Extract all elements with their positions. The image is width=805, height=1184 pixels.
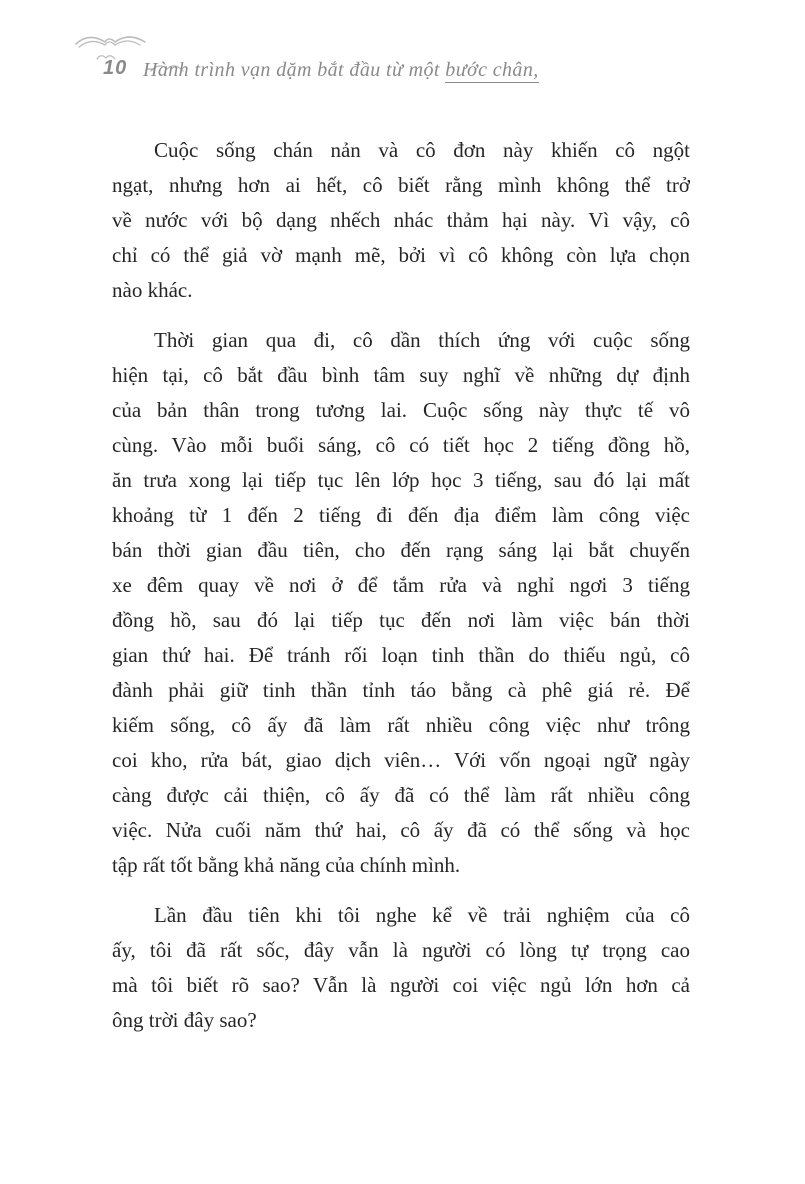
text-line: ngạt, nhưng hơn ai hết, cô biết rằng mình không thể trở [112, 173, 690, 197]
text-line: xe đêm quay về nơi ở để tắm rửa và nghỉ ngơi 3 tiếng [112, 573, 690, 597]
running-title-underlined: bước chân, [445, 59, 539, 81]
text-line: đành phải giữ tinh thần tỉnh táo bằng cà phê giá rẻ. Để [112, 678, 690, 702]
page-number: 10 [103, 57, 128, 79]
text-line: về nước với bộ dạng nhếch nhác thảm hại này. Vì vậy, cô [112, 208, 690, 232]
text-line: của bản thân trong tương lai. Cuộc sống này thực tế vô [112, 398, 690, 422]
page-header [0, 0, 805, 110]
text-line: bán thời gian đầu tiên, cho đến rạng sáng lại bắt chuyến [112, 538, 690, 562]
text-line: kiếm sống, cô ấy đã làm rất nhiều công việc như trông [112, 713, 690, 737]
paragraph [112, 898, 690, 1038]
text-line: ấy, tôi đã rất sốc, đây vẫn là người có lòng tự trọng cao [112, 938, 690, 962]
text-line: Cuộc sống chán nản và cô đơn này khiến cô ngột [154, 138, 690, 162]
text-line: đồng hồ, sau đó lại tiếp tục đến nơi làm việc bán thời [112, 608, 690, 632]
paragraph [112, 323, 690, 883]
text-line: hiện tại, cô bắt đầu bình tâm suy nghĩ về những dự định [112, 363, 690, 387]
paragraph [112, 133, 690, 308]
text-line: càng được cải thiện, cô ấy đã có thể làm rất nhiều công [112, 783, 690, 807]
text-line: chỉ có thể giả vờ mạnh mẽ, bởi vì cô không còn lựa chọn [112, 243, 690, 267]
text-line: việc. Nửa cuối năm thứ hai, cô ấy đã có thể sống và học [112, 818, 690, 842]
text-line: mà tôi biết rõ sao? Vẫn là người coi việc ngủ lớn hơn cả [112, 973, 690, 997]
running-title [143, 57, 539, 83]
text-line: cùng. Vào mỗi buổi sáng, cô có tiết học 2 tiếng đồng hồ, [112, 433, 690, 457]
text-line: nào khác. [112, 278, 193, 302]
text-line: Thời gian qua đi, cô dần thích ứng với cuộc sống [154, 328, 690, 352]
running-title-text: Hành trình vạn dặm bắt đầu từ một [143, 59, 446, 81]
body-text [112, 133, 690, 1038]
text-line: gian thứ hai. Để tránh rối loạn tinh thần do thiếu ngủ, cô [112, 643, 690, 667]
text-line: tập rất tốt bằng khả năng của chính mình. [112, 853, 461, 877]
text-line: Lần đầu tiên khi tôi nghe kể về trải nghiệm của cô [154, 903, 690, 927]
text-line: ông trời đây sao? [112, 1008, 257, 1032]
text-line: khoảng từ 1 đến 2 tiếng đi đến địa điểm làm công việc [112, 503, 690, 527]
bird-icon-large [74, 29, 160, 57]
text-line: coi kho, rửa bát, giao dịch viên… Với vốn ngoại ngữ ngày [112, 748, 690, 772]
text-line: ăn trưa xong lại tiếp tục lên lớp học 3 tiếng, sau đó lại mất [112, 468, 690, 492]
